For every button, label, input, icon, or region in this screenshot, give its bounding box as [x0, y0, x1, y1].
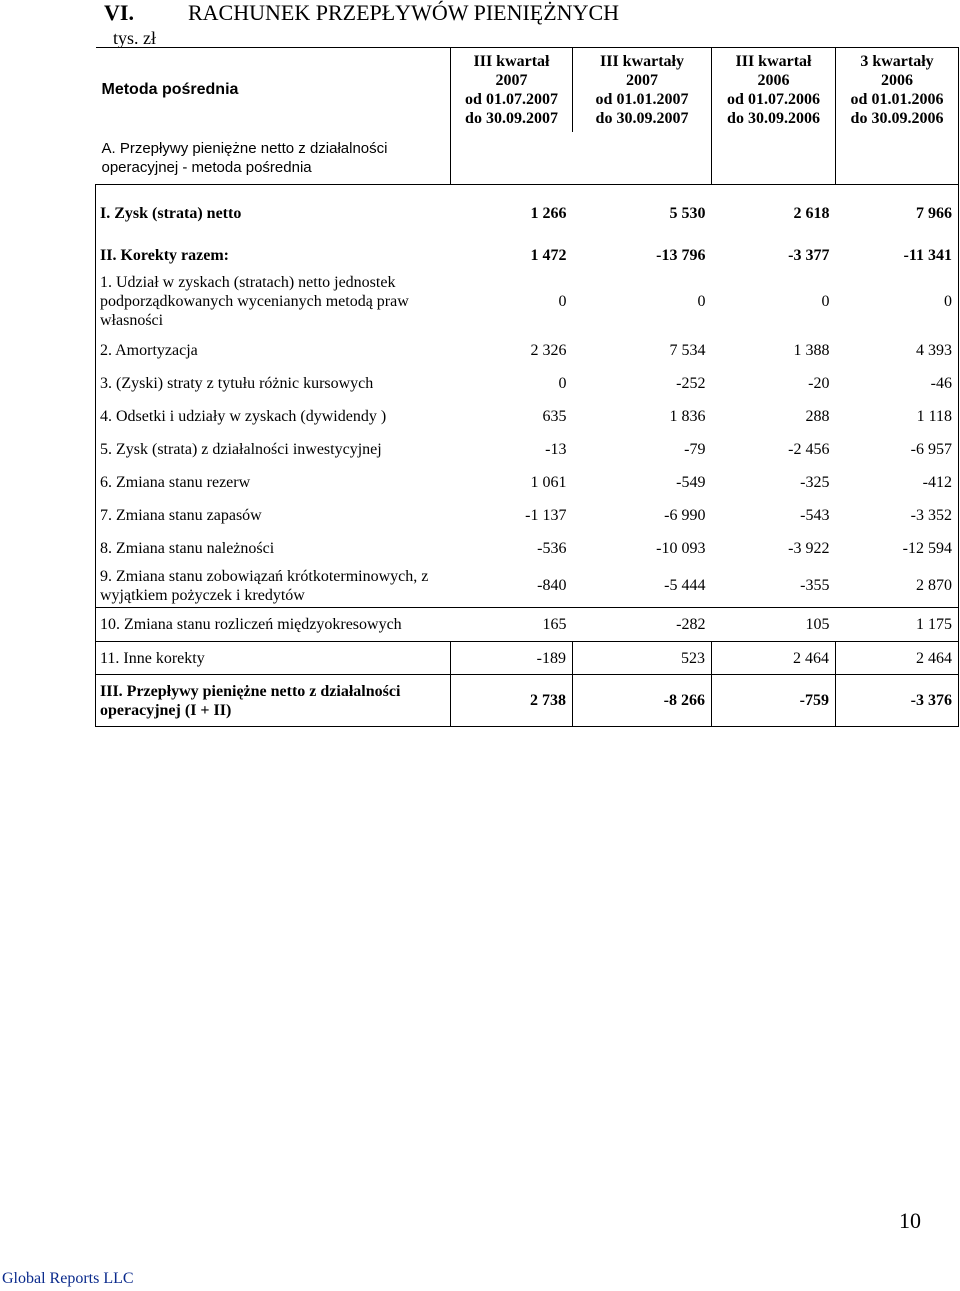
column-header: III kwartał 2006 od 01.07.2006 do 30.09.2006	[712, 48, 836, 132]
cell-value: -282	[573, 608, 712, 642]
cell-value: 1 266	[530, 204, 567, 222]
cell-value: 0	[697, 293, 706, 310]
cell-value: -189	[451, 642, 573, 675]
row-label: 8. Zmiana stanu należności	[96, 532, 451, 565]
cell-value: 2 618	[793, 204, 830, 222]
header-row	[96, 48, 959, 132]
row-label: 5. Zysk (strata) z działalności inwestycyjnej	[96, 433, 451, 466]
table-row	[96, 242, 959, 270]
column-header: III kwartał 2007 od 01.07.2007 do 30.09.2007	[451, 48, 573, 132]
cell-value: 7 534	[669, 341, 706, 359]
row-label: I. Zysk (strata) netto	[96, 185, 451, 242]
cell-value: 0	[821, 293, 830, 310]
cell-value: 105	[712, 608, 836, 642]
footer-credit: Global Reports LLC	[2, 1270, 134, 1287]
table-row	[96, 400, 959, 433]
cell-value: -252	[676, 374, 706, 392]
cell-value: -79	[684, 440, 706, 458]
row-label: II. Korekty razem:	[96, 242, 451, 270]
table-row	[96, 642, 959, 675]
cell-value: 1 175	[836, 608, 959, 642]
row-label: 9. Zmiana stanu zobowiązań krótkoterminowych, z wyjątkiem pożyczek i kredytów	[96, 565, 451, 608]
row-label: 6. Zmiana stanu rezerw	[96, 466, 451, 499]
cell-value: 0	[558, 293, 567, 310]
cell-value: -20	[808, 374, 830, 392]
cell-value: -840	[537, 577, 567, 595]
cell-value: -6 990	[664, 506, 706, 524]
cell-value: 0	[558, 374, 567, 392]
cell-value: 1 118	[836, 400, 959, 433]
cell-value: -412	[836, 466, 959, 499]
row-label: 7. Zmiana stanu zapasów	[96, 499, 451, 532]
cell-value: 5 530	[669, 204, 706, 222]
row-label: 1. Udział w zyskach (stratach) netto jednostek podporządkowanych wycenianych metodą praw własności	[96, 270, 451, 334]
cell-value: 2 738	[451, 675, 573, 727]
cell-value: -543	[800, 506, 830, 524]
cell-value: -5 444	[664, 577, 706, 595]
cell-value: 1 836	[669, 407, 706, 425]
table-row	[96, 185, 959, 242]
row-label: 11. Inne korekty	[96, 642, 451, 675]
method-label: Metoda pośrednia	[96, 48, 451, 132]
cell-value: 7 966	[836, 185, 959, 242]
row-label: 3. (Zyski) straty z tytułu różnic kursowych	[96, 367, 451, 400]
cell-value: -1 137	[525, 506, 567, 524]
table-row	[96, 367, 959, 400]
cell-value: -13	[545, 440, 567, 458]
row-label: 2. Amortyzacja	[96, 334, 451, 367]
cell-value: 0	[836, 270, 959, 334]
cell-value: -6 957	[836, 433, 959, 466]
table-row	[96, 565, 959, 608]
table-row	[96, 270, 959, 334]
cell-value: 288	[805, 407, 830, 425]
cell-value: -549	[676, 473, 706, 491]
table-row	[96, 532, 959, 565]
row-label: 4. Odsetki i udziały w zyskach (dywidendy )	[96, 400, 451, 433]
subsection-label: A. Przepływy pieniężne netto z działalności operacyjnej - metoda pośrednia	[96, 132, 451, 185]
cell-value: -3 922	[788, 539, 830, 557]
cell-value: -13 796	[656, 247, 706, 264]
cell-value: -3 376	[836, 675, 959, 727]
cell-value: 2 464	[836, 642, 959, 675]
cell-value: -355	[800, 577, 830, 595]
cell-value: 165	[451, 608, 573, 642]
cell-value: 2 326	[530, 341, 567, 359]
column-header: III kwartały 2007 od 01.01.2007 do 30.09.2007	[573, 48, 712, 132]
cell-value: -3 352	[836, 499, 959, 532]
table-row	[96, 675, 959, 727]
row-label: 10. Zmiana stanu rozliczeń międzyokresowych	[96, 608, 451, 642]
cell-value: -2 456	[788, 440, 830, 458]
cell-value: -3 377	[788, 247, 830, 264]
unit-label: tys. zł	[113, 28, 156, 48]
cell-value: -8 266	[573, 675, 712, 727]
cell-value: -325	[800, 473, 830, 491]
cash-flow-table	[95, 47, 959, 727]
cell-value: 1 472	[530, 247, 567, 264]
cell-value: -536	[537, 539, 567, 557]
cell-value: 635	[542, 407, 567, 425]
cell-value: 2 870	[836, 565, 959, 608]
section-title: RACHUNEK PRZEPŁYWÓW PIENIĘŻNYCH	[188, 0, 620, 25]
cell-value: -12 594	[836, 532, 959, 565]
table-row	[96, 466, 959, 499]
column-header: 3 kwartały 2006 od 01.01.2006 do 30.09.2006	[836, 48, 959, 132]
cell-value: 2 464	[712, 642, 836, 675]
cell-value: -10 093	[656, 539, 706, 557]
cell-value: 1 388	[793, 341, 830, 359]
cell-value: -46	[836, 367, 959, 400]
section-heading	[104, 0, 619, 26]
table-row	[96, 334, 959, 367]
cell-value: -11 341	[836, 242, 959, 270]
table-row	[96, 499, 959, 532]
table-row	[96, 608, 959, 642]
row-label: III. Przepływy pieniężne netto z działalności operacyjnej (I + II)	[96, 675, 451, 727]
cell-value: -759	[712, 675, 836, 727]
cell-value: 523	[573, 642, 712, 675]
page-number: 10	[899, 1208, 921, 1233]
table-row	[96, 433, 959, 466]
cell-value: 4 393	[836, 334, 959, 367]
subsection-row	[96, 132, 959, 185]
section-number: VI.	[104, 0, 134, 25]
cell-value: 1 061	[530, 473, 567, 491]
